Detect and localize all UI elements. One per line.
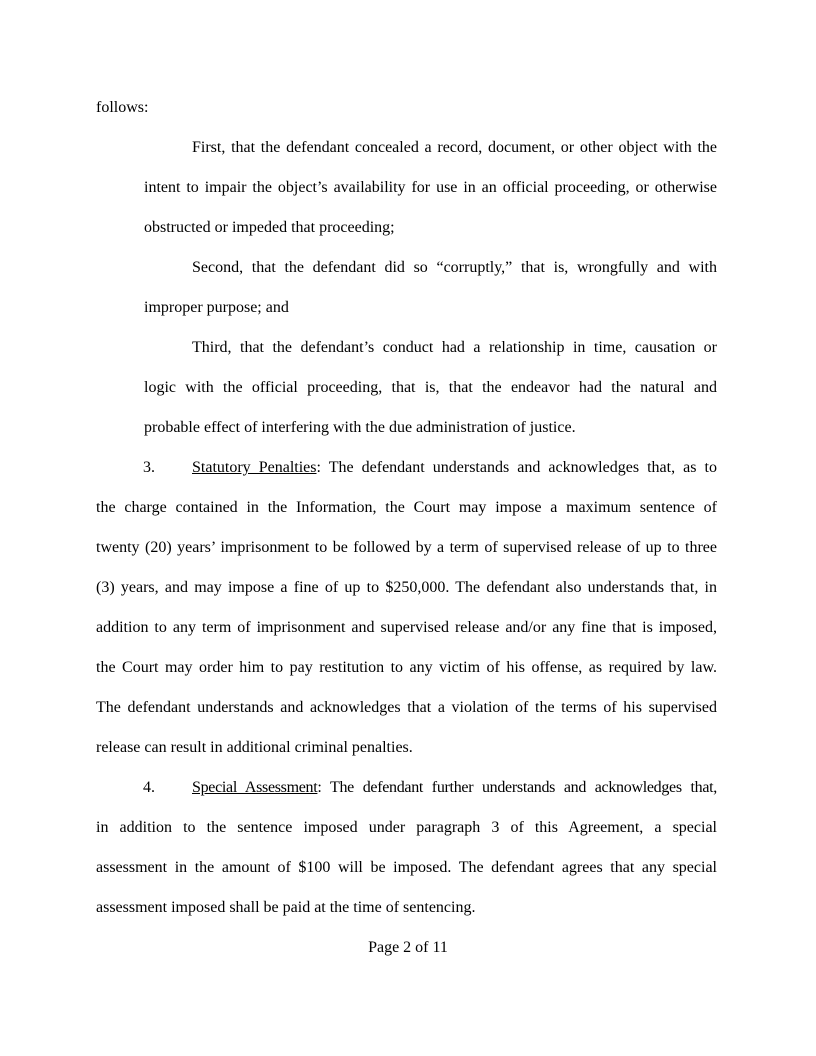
section-heading-statutory-penalties: Statutory Penalties: [192, 459, 317, 476]
text-line: release can result in additional criminal penalties.: [96, 739, 413, 756]
text-line: twenty (20) years’ imprisonment to be followed by a term of supervised release of up to three: [96, 539, 717, 556]
text-line: assessment imposed shall be paid at the time of sentencing.: [96, 899, 476, 916]
paragraph-number: 4.: [143, 779, 155, 796]
element-first-text: First, that the defendant concealed a record, document, or other object with the: [192, 139, 717, 156]
text-line: follows:: [96, 99, 149, 116]
text-line: probable effect of interfering with the due administration of justice.: [144, 419, 576, 436]
text-line: The defendant understands and acknowledges that a violation of the terms of his supervised: [96, 699, 717, 716]
paragraph-3-first-line: [192, 458, 717, 478]
section-heading-special-assessment: Special Assessment: [192, 779, 318, 796]
paragraph-4-first-line: [192, 778, 717, 798]
page-number-footer: Page 2 of 11: [368, 939, 448, 956]
text-line: the Court may order him to pay restitution to any victim of his offense, as required by law.: [96, 659, 717, 676]
text-line: the charge contained in the Information, the Court may impose a maximum sentence of: [96, 499, 717, 516]
text-line: logic with the official proceeding, that is, that the endeavor had the natural and: [144, 379, 717, 396]
text-line: improper purpose; and: [144, 299, 289, 316]
element-third-text: Third, that the defendant’s conduct had a relationship in time, causation or: [192, 339, 717, 356]
text-run: : The defendant understands and acknowledges that, as to: [316, 459, 717, 476]
text-line: obstructed or impeded that proceeding;: [144, 219, 395, 236]
text-run: : The defendant further understands and acknowledges that,: [317, 779, 717, 796]
text-line: intent to impair the object’s availability for use in an official proceeding, or otherwise: [144, 179, 717, 196]
text-line: (3) years, and may impose a fine of up to $250,000. The defendant also understands that, in: [96, 579, 717, 596]
text-line: addition to any term of imprisonment and supervised release and/or any fine that is imposed,: [96, 619, 717, 636]
element-second-text: Second, that the defendant did so “corruptly,” that is, wrongfully and with: [192, 259, 717, 276]
paragraph-number: 3.: [143, 459, 155, 476]
text-line: assessment in the amount of $100 will be imposed. The defendant agrees that any special: [96, 859, 717, 876]
text-line: in addition to the sentence imposed under paragraph 3 of this Agreement, a special: [96, 819, 717, 836]
